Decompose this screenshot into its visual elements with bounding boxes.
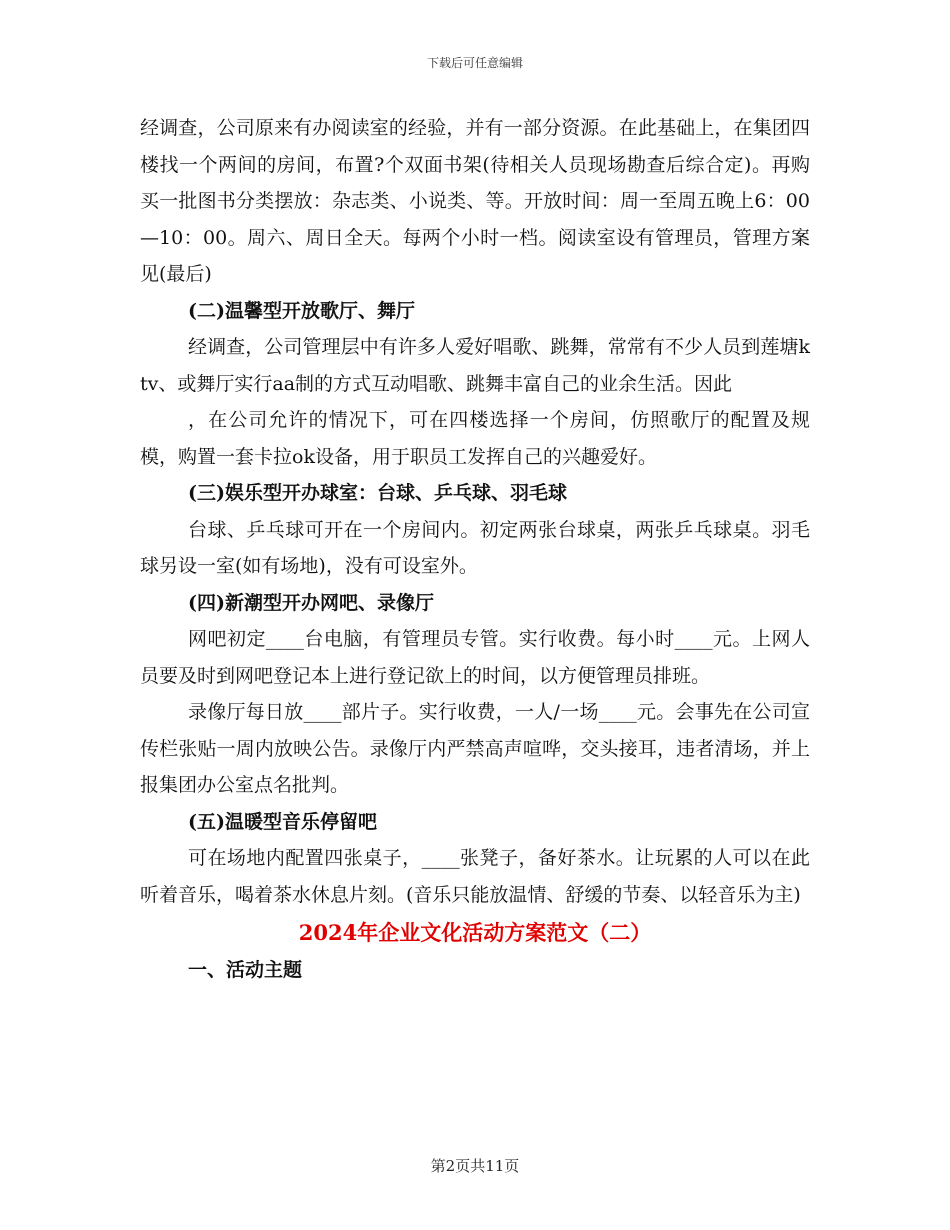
page-footer: 第2页共11页 <box>430 1157 520 1175</box>
subheading-activity-theme: 一、活动主题 <box>188 958 303 981</box>
paragraph-karaoke-survey: 经调查，公司管理层中有许多人爱好唱歌、跳舞，常常有不少人员到莲塘ktv、或舞厅实行aa制的方式互动唱歌、跳舞丰富自己的业余生活。因此 <box>140 336 810 395</box>
paragraph-video-hall: 录像厅每日放____部片子。实行收费，一人/一场____元。会事先在公司宣传栏张贴一周内放映公告。录像厅内严禁高声喧哗，交头接耳，违者清场，并上报集团办公室点名批判。 <box>140 701 810 796</box>
heading-music-bar: (五)温暖型音乐停留吧 <box>188 810 377 833</box>
paragraph-karaoke-plan: ，在公司允许的情况下，可在四楼选择一个房间，仿照歌厅的配置及规模，购置一套卡拉ok设备，用于职员工发挥自己的兴趣爱好。 <box>140 409 810 468</box>
section-title: 2024年企业文化活动方案范文（二） <box>298 920 652 945</box>
heading-internet-video: (四)新潮型开办网吧、录像厅 <box>188 591 434 614</box>
heading-ball-room: (三)娱乐型开办球室：台球、乒乓球、羽毛球 <box>188 482 567 504</box>
heading-karaoke-dance: (二)温馨型开放歌厅、舞厅 <box>188 299 415 322</box>
paragraph-reading-room: 经调查，公司原来有办阅读室的经验，并有一部分资源。在此基础上，在集团四楼找一个两间的房间，布置?个双面书架(待相关人员现场勘查后综合定)。再购买一批图书分类摆放：杂志类、小说类、等。开放时间：周一至周五晚上6：00—10：00。周六、周日全天。每两个小时一档。阅读室设有管理员，管理方案见(最后) <box>140 117 810 285</box>
document-body <box>140 110 810 988</box>
paragraph-ball-room: 台球、乒乓球可开在一个房间内。初定两张台球桌，两张乒乓球桌。羽毛球另设一室(如有场地)，没有可设室外。 <box>140 518 810 577</box>
page-header: 下载后可任意编辑 <box>426 56 523 70</box>
paragraph-music-bar: 可在场地内配置四张桌子，____张凳子，备好茶水。让玩累的人可以在此听着音乐，喝着茶水休息片刻。(音乐只能放温情、舒缓的节奏、以轻音乐为主) <box>140 847 810 906</box>
paragraph-internet-cafe: 网吧初定____台电脑，有管理员专管。实行收费。每小时____元。上网人员要及时到网吧登记本上进行登记欲上的时间，以方便管理员排班。 <box>140 628 810 687</box>
